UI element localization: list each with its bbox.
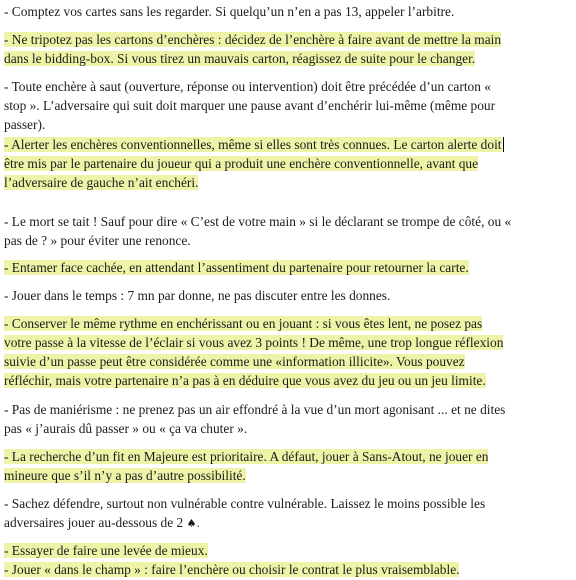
text-cursor [503, 137, 504, 152]
paragraph-line: - Entamer face cachée, en attendant l’assentiment du partenaire pour retourner la carte. [4, 260, 469, 275]
paragraph-line: être mis par le partenaire du joueur qui a produit une enchère conventionnelle, avant que [4, 156, 479, 171]
paragraph-line: - Jouer « dans le champ » : faire l’enchère ou choisir le contrat le plus vraisemblable. [4, 562, 460, 577]
paragraph-line: mineure que s’il n’y a pas d’autre possibilité. [4, 468, 246, 483]
paragraph-line: - Sachez défendre, surtout non vulnérable contre vulnérable. Laissez le moins possible les [4, 496, 486, 511]
paragraph-line: - La recherche d’un fit en Majeure est prioritaire. A défaut, jouer à Sans-Atout, ne jouer en [4, 449, 489, 464]
paragraph-line: l’adversaire de gauche n’ait enchéri. [4, 175, 199, 190]
paragraph-line: - Le mort se tait ! Sauf pour dire « C’est de votre main » si le déclarant se trompe de côté, ou « [4, 214, 512, 229]
paragraph-line: dans le bidding-box. Si vous tirez un mauvais carton, réagissez de suite pour le changer. [4, 51, 476, 66]
paragraph-line: - Conserver le même rythme en enchérissant ou en jouant : si vous êtes lent, ne posez pas [4, 316, 483, 331]
paragraph-line: votre passe à la vitesse de l’éclair si vous avez 3 points ! De même, une trop longue réflexion [4, 335, 504, 350]
paragraph-line: - Alerter les enchères conventionnelles, même si elles sont très connues. Le carton alerte doit [4, 137, 502, 152]
paragraph-line: - Ne tripotez pas les cartons d’enchères : décidez de l’enchère à faire avant de mettre la main [4, 32, 502, 47]
paragraph-line: passer). [4, 117, 46, 132]
paragraph-line: - Comptez vos cartes sans les regarder. Si quelqu’un n’en a pas 13, appeler l’arbitre. [4, 4, 455, 19]
paragraph-line: adversaires jouer au-dessous de 2 ♠. [4, 515, 200, 530]
paragraph-line: suivie d’un passe peut être considérée comme une «information illicite». Vous pouvez [4, 354, 465, 369]
paragraph-line: - Toute enchère à saut (ouverture, réponse ou intervention) doit être précédée d’un carton « [4, 79, 491, 94]
spade-symbol: ♠. [186, 517, 200, 530]
paragraph-line: pas « j’aurais dû passer » ou « ça va chuter ». [4, 421, 248, 436]
paragraph-line: - Jouer dans le temps : 7 mn par donne, ne pas discuter entre les donnes. [4, 288, 391, 303]
paragraph-line: pas de ? » pour éviter une renonce. [4, 233, 191, 248]
paragraph-line: - Pas de maniérisme : ne prenez pas un air effondré à la vue d’un mort agonisant ... et ne dites [4, 402, 506, 417]
paragraph-line: stop ». L’adversaire qui suit doit marquer une pause avant d’enchérir lui-même (même pour [4, 98, 496, 113]
paragraph-line: réfléchir, mais votre partenaire n’a pas à en déduire que vous avez du jeu ou un jeu limite. [4, 373, 486, 388]
paragraph-line: - Essayer de faire une levée de mieux. [4, 543, 208, 558]
